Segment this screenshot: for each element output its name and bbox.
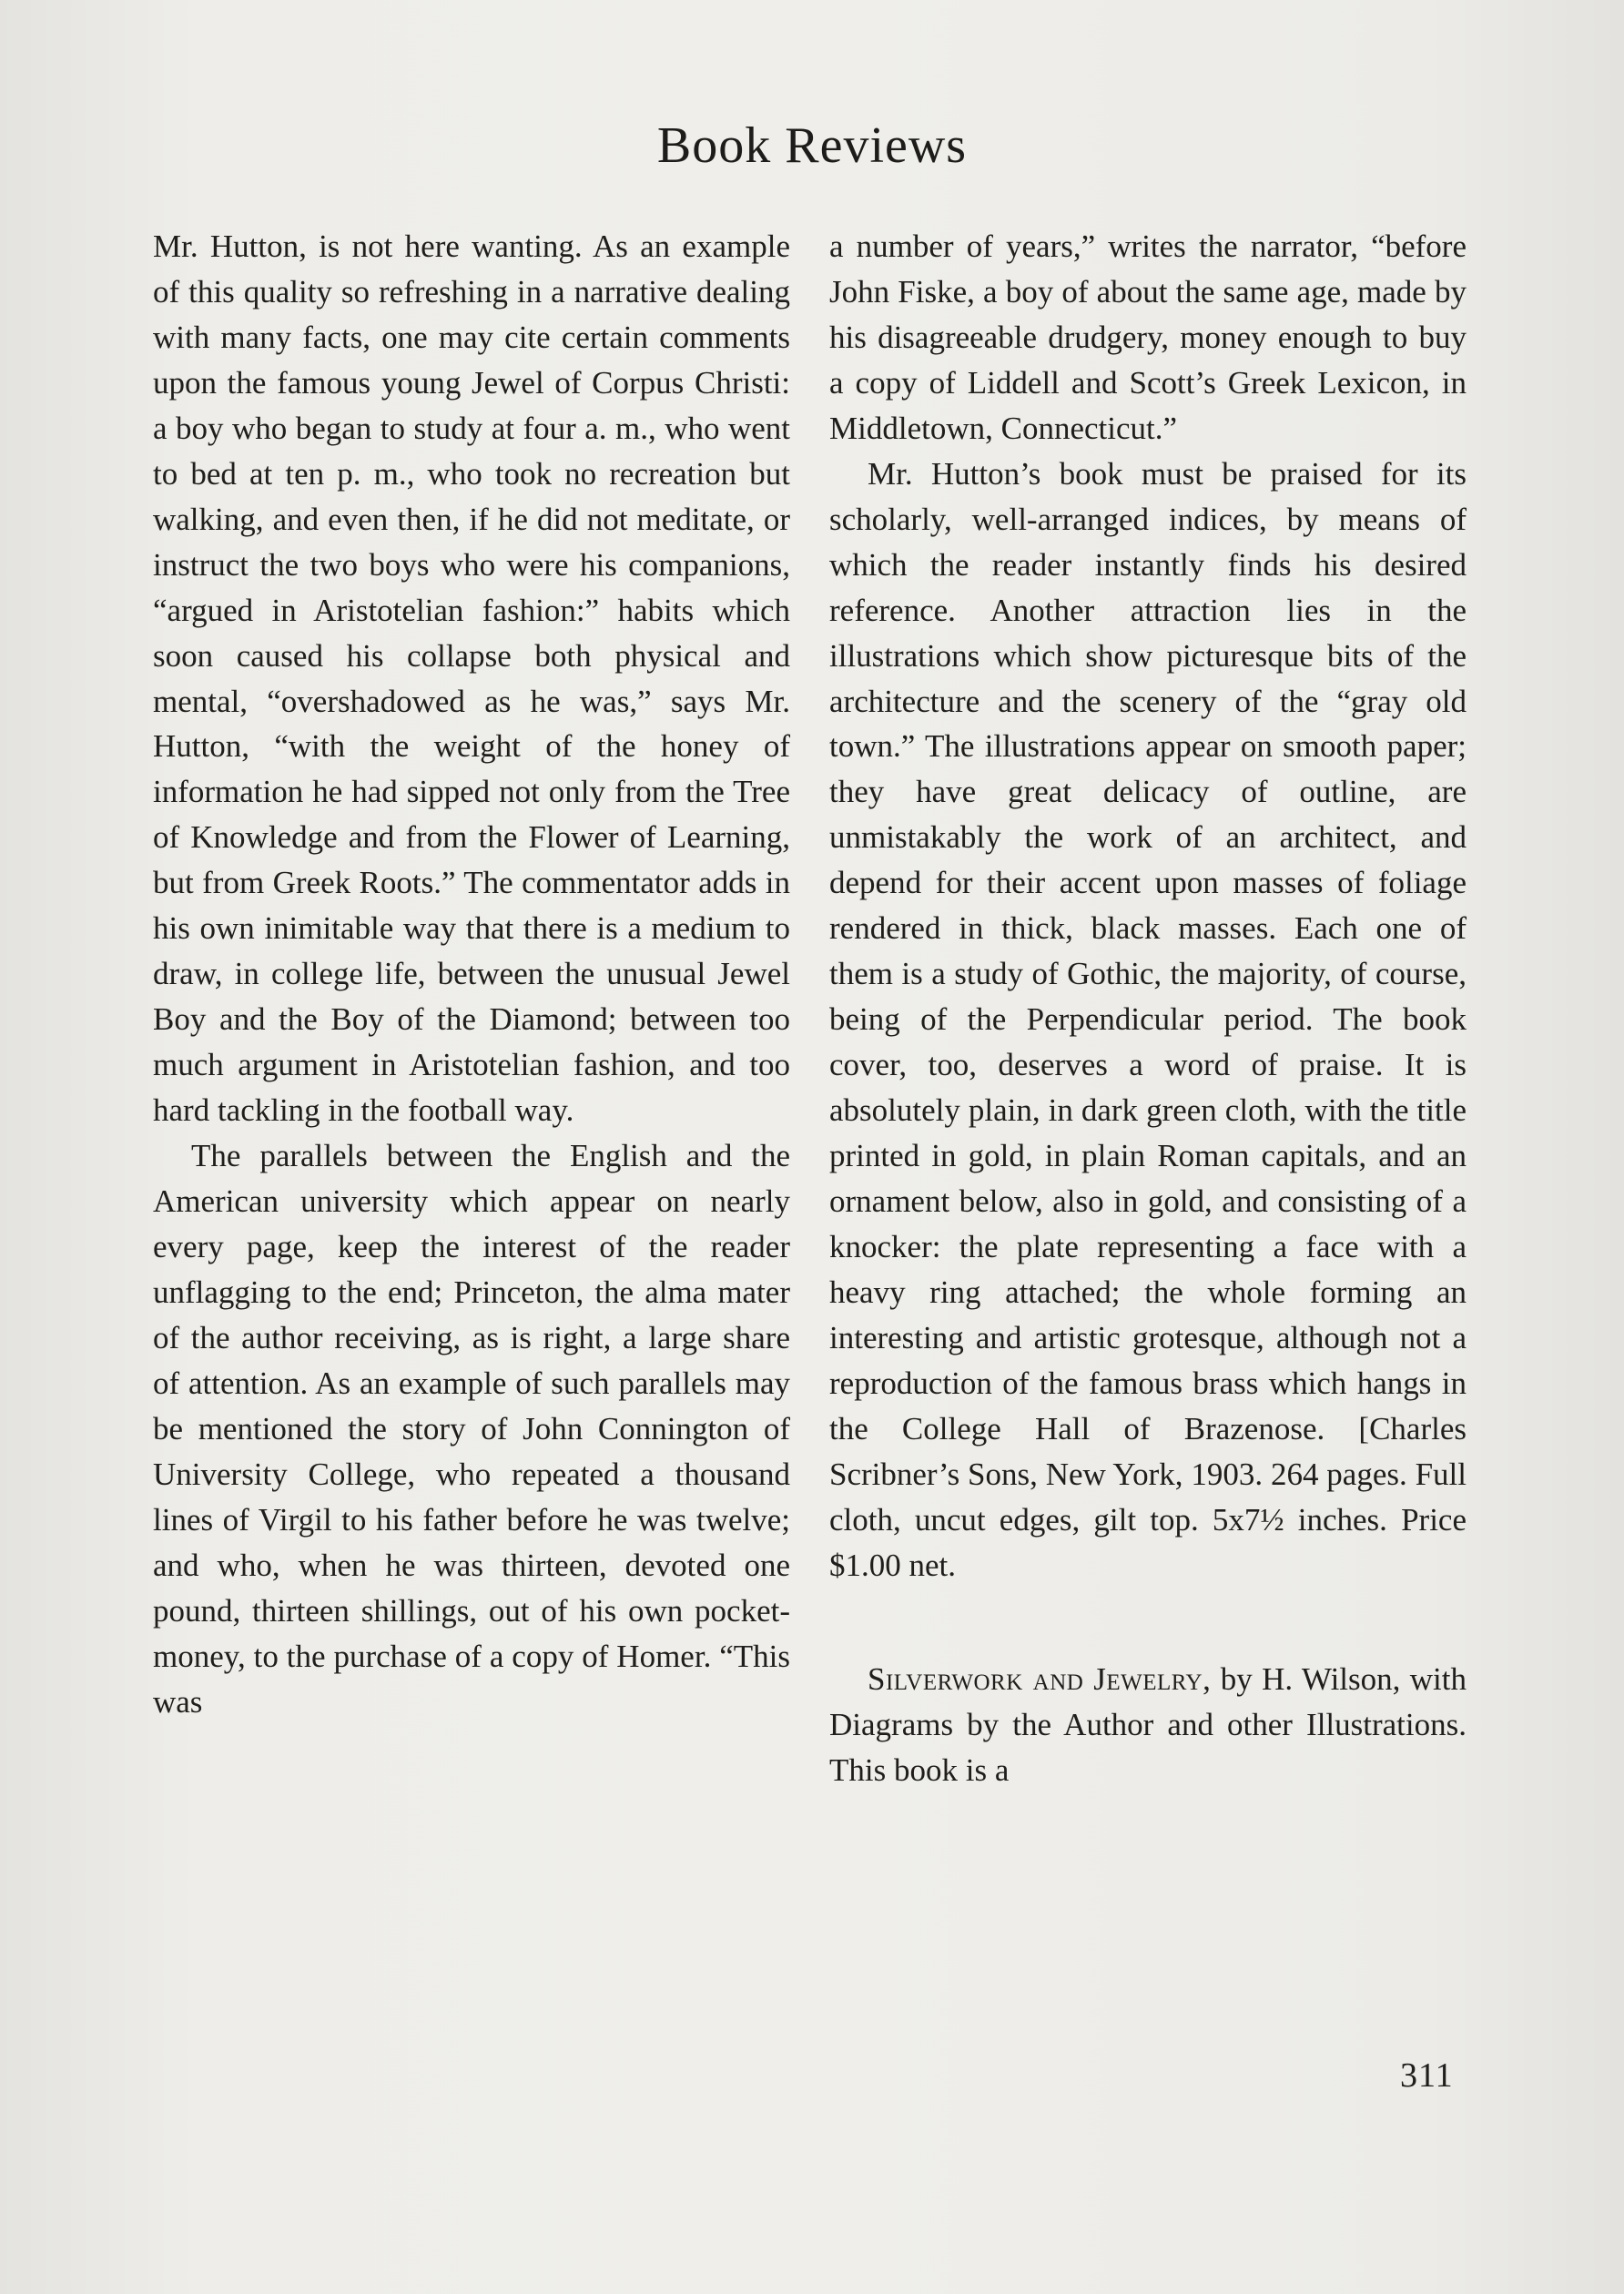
left-paragraph-2: The parallels between the English and the American university which appear on nearly every page, keep the interest of the reader unflagging to the end; Princeton, the alma mater of the author receiving, as is right, a large share of attention. As an example of such parallels may be mentioned the story of John Connington of University College, who repeated a thousand lines of Virgil to his father before he was twelve; and who, when he was thirteen, devoted one pound, thirteen shillings, out of his own pocket-money, to the purchase of a copy of Homer. “This was [153,1138,790,1720]
left-paragraph-1: Mr. Hutton, is not here wanting. As an example of this quality so refreshing in a narrative dealing with many facts, one may cite certain comments upon the famous young Jewel of Corpus Christi: a boy who began to study at four a. m., who went to bed at ten p. m., who took no recreation but walking, and even then, if he did not meditate, or instruct the two boys who were his companions, “argued in Aristotelian fashion:” habits which soon caused his collapse both physical and mental, “overshadowed as he was,” says Mr. Hutton, “with the weight of the honey of information he had sipped not only from the Tree of Knowledge and from the Flower of Learning, but from Greek Roots.” The commentator adds in his own inimitable way that there is a medium to draw, in college life, between the unusual Jewel Boy and the Boy of the Diamond; between too much argument in Aristotelian fashion, and too hard tackling in the football way. [153,228,790,1129]
review-entry-silverwork [829,1657,1467,1793]
left-column [153,224,790,1724]
right-paragraph-2: Mr. Hutton’s book must be praised for its scholarly, well-arranged indices, by means of which the reader instantly finds his desired reference. Another attraction lies in the illustrations which show picturesque bits of the architecture and the scenery of the “gray old town.” The illustrations appear on smooth paper; they have great delicacy of outline, are unmistakably the work of an architect, and depend for their accent upon masses of foliage rendered in thick, black masses. Each one of them is a study of Gothic, the majority, of course, being of the Perpendicular period. The book cover, too, deserves a word of praise. It is absolutely plain, in dark green cloth, with the title printed in gold, in plain Roman capitals, and an ornament below, also in gold, and consisting of a knocker: the plate representing a face with a heavy ring attached; the whole forming an interesting and artistic grotesque, although not a reproduction of the famous brass which hangs in the College Hall of Brazenose. [Charles Scribner’s Sons, New York, 1903. 264 pages. Full cloth, uncut edges, gilt top. 5x7½ inches. Price $1.00 net. [829,455,1467,1583]
right-paragraph-1: a number of years,” writes the narrator, “before John Fiske, a boy of about the same age, made by his disagreeable drudgery, money enough to buy a copy of Liddell and Scott’s Greek Lexicon, in Middletown, Connecticut.” [829,228,1467,446]
running-header: Book Reviews [656,117,968,174]
review-entry-text: by H. Wilson, with Diagrams by the Author and other Illustrations. This book is a [829,1660,1467,1788]
review-book-title: Silverwork and Jewelry, [868,1660,1212,1697]
page-number: 311 [1400,2056,1454,2095]
right-column [829,224,1467,1792]
